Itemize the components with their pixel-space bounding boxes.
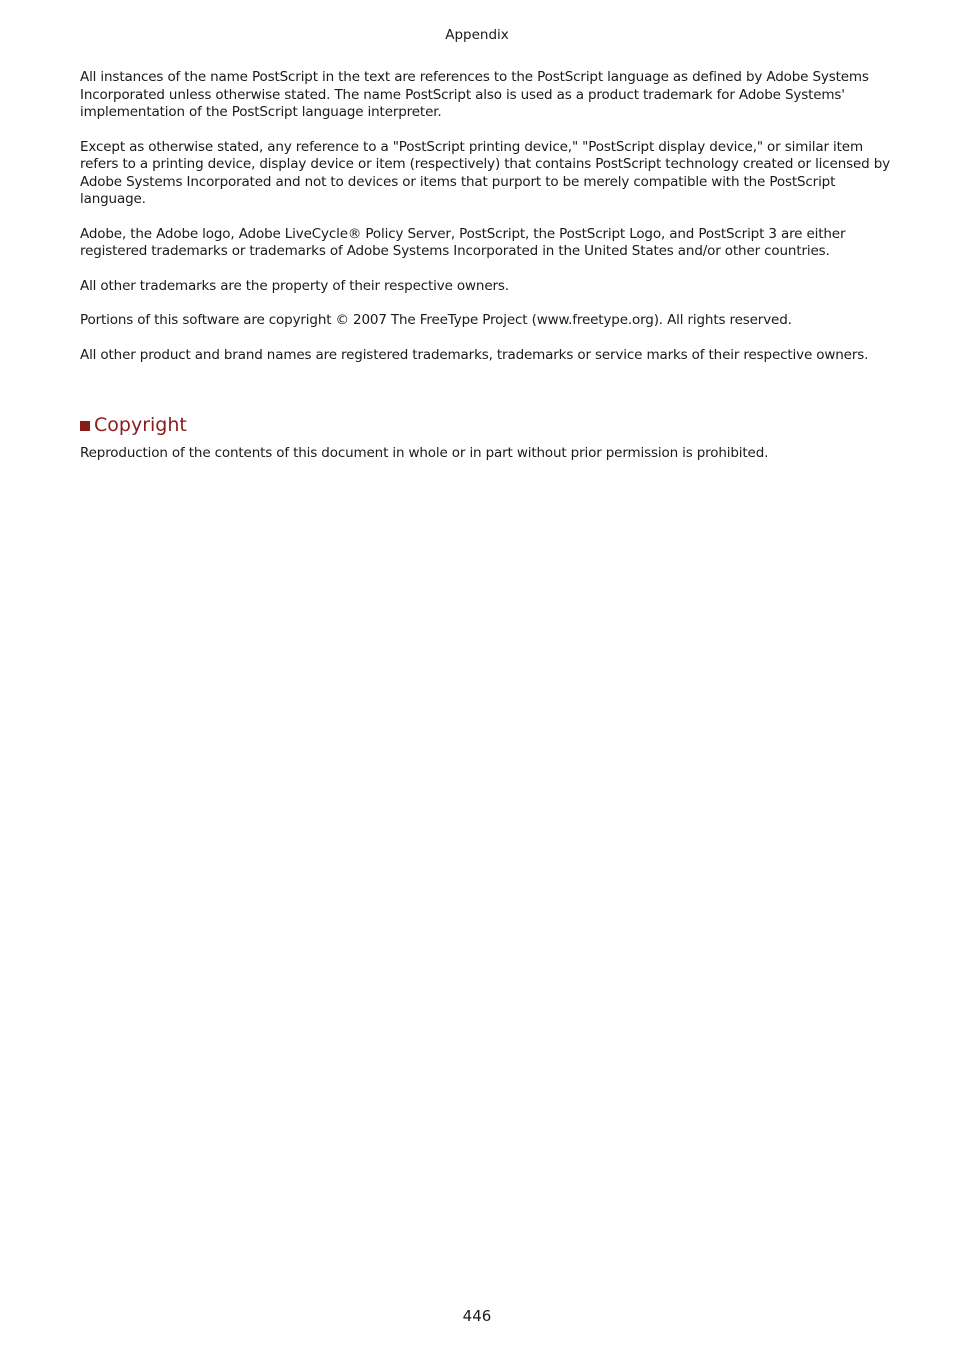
- square-bullet-icon: [80, 421, 90, 431]
- paragraph-postscript-device: Except as otherwise stated, any reference to a "PostScript printing device," "PostScript display device," or similar item refers to a printing device, display device or item (respectively) that contains PostScript technology created or licensed by Adobe Systems Incorporated and not to devices or items that purport to be merely compatible with the PostScript language.: [80, 138, 890, 207]
- paragraph-other-trademarks: All other trademarks are the property of their respective owners.: [80, 277, 509, 294]
- paragraph-freetype-copyright: Portions of this software are copyright © 2007 The FreeType Project (www.freetype.org). All rights reserved.: [80, 312, 792, 328]
- section-heading-text: Copyright: [94, 414, 187, 436]
- section-heading-copyright: [80, 413, 895, 437]
- paragraph-adobe-trademarks: Adobe, the Adobe logo, Adobe LiveCycle® Policy Server, PostScript, the PostScript Logo, and PostScript 3 are either registered trademarks or trademarks of Adobe Systems Incorporated in the United States and/or other countries.: [80, 225, 846, 259]
- copyright-section: [80, 413, 895, 463]
- paragraph-brand-names: All other product and brand names are registered trademarks, trademarks or service marks of their respective owners.: [80, 346, 869, 363]
- running-header: Appendix: [445, 27, 509, 43]
- page-number: 446: [462, 1307, 492, 1325]
- paragraph-postscript-name: All instances of the name PostScript in the text are references to the PostScript language as defined by Adobe Systems Incorporated unless otherwise stated. The name PostScript also is used as a product trademark for Adobe Systems' implementation of the PostScript language interpreter.: [80, 69, 869, 120]
- paragraph-copyright-notice: Reproduction of the contents of this document in whole or in part without prior permission is prohibited.: [80, 445, 769, 461]
- document-body: [80, 69, 895, 480]
